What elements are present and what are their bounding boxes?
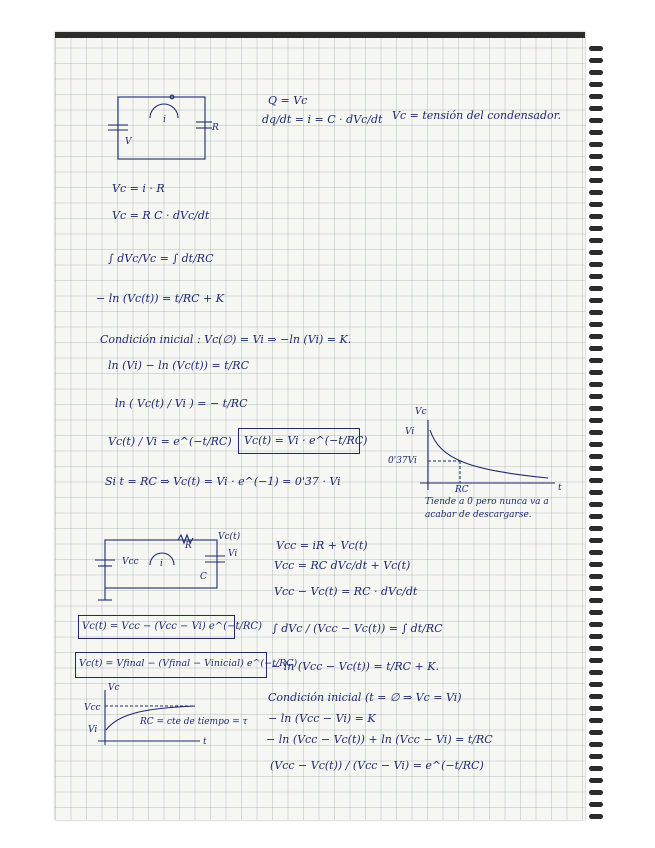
discharge-graph: [420, 420, 555, 490]
c2-eq7: − ln (Vcc − Vc(t)) + ln (Vcc − Vi) = t/RC: [266, 733, 493, 746]
eq-ln-ratio: ln ( Vc(t) / Vi ) = − t/RC: [115, 397, 248, 410]
circuit2-c-label: C: [200, 572, 207, 582]
graph1-t-label: t: [558, 483, 562, 493]
condicion-inicial: Condición inicial : Vc(∅) = Vi ⇒ −ln (Vi) = K.: [100, 333, 352, 346]
c2-eq1: Vcc = iR + Vc(t): [276, 539, 368, 552]
graph1-rc-label: RC: [455, 485, 469, 495]
graph2-vi-label: Vi: [88, 725, 98, 735]
eq-ratio-exp: Vc(t) / Vi = e^(−t/RC): [108, 435, 232, 448]
circuit1-r-label: R: [212, 123, 219, 133]
c2-eq4: ∫ dVc / (Vcc − Vc(t)) = ∫ dt/RC: [272, 622, 443, 635]
eq-ln-vi: ln (Vi) − ln (Vc(t)) = t/RC: [108, 359, 249, 372]
c2-eq3: Vcc − Vc(t) = RC · dVc/dt: [274, 585, 418, 598]
eq-vc-ir: Vc = i · R: [112, 182, 165, 195]
boxed-charge-text: Vc(t) = Vcc − (Vcc − Vi) e^(−t/RC): [82, 621, 262, 632]
graph1-y-label: Vc: [415, 407, 427, 417]
eq-discharge-boxed: Vc(t) = Vi · e^(−t/RC): [244, 434, 368, 447]
eq-ln-vc: − ln (Vc(t)) = t/RC + K: [96, 292, 224, 305]
eq-si-t-rc: Si t = RC ⇒ Vc(t) = Vi · e^(−1) = 0'37 · Vi: [105, 475, 341, 488]
graph2-vcc-label: Vcc: [84, 703, 101, 713]
circuit1-v-label: V: [125, 137, 132, 147]
note-dq-dt: dq/dt = i = C · dVc/dt: [262, 113, 383, 126]
graph1-vi-label: Vi: [405, 427, 415, 437]
circuit2-i-label: i: [160, 559, 163, 569]
rc-constant-note: RC = cte de tiempo = τ: [140, 717, 248, 727]
eq-vc-rc: Vc = R C · dVc/dt: [112, 209, 210, 222]
circuit2-r-label: R: [185, 541, 192, 551]
c2-eq8: (Vcc − Vc(t)) / (Vcc − Vi) = e^(−t/RC): [270, 759, 484, 772]
eq-integral: ∫ dVc/Vc = ∫ dt/RC: [108, 252, 214, 265]
graph1-037-label: 0'37Vi: [388, 456, 417, 466]
c2-eq5: − ln (Vcc − Vc(t)) = t/RC + K.: [271, 660, 439, 673]
note-vc-tension: Vc = tensión del condensador.: [392, 109, 562, 122]
circuit2-vct-label: Vc(t): [218, 532, 241, 542]
graph2-t-label: t: [203, 737, 207, 747]
c2-eq6: − ln (Vcc − Vi) = K: [268, 712, 376, 725]
circuit-1-diagram: [108, 95, 212, 159]
circuit2-vi-label: Vi: [228, 549, 238, 559]
boxed-general-text: Vc(t) = Vfinal − (Vfinal − Vinicial) e^(−t/RC): [79, 658, 298, 669]
c2-cond: Condición inicial (t = ∅ ⇒ Vc = Vi): [268, 691, 462, 704]
c2-eq2: Vcc = RC dVc/dt + Vc(t): [274, 559, 411, 572]
graph2-y-label: Vc: [108, 683, 120, 693]
note-q-vc: Q = Vc: [268, 94, 308, 107]
graph1-note: Tiende a 0 pero nunca va a acabar de descargarse.: [425, 497, 549, 521]
circuit2-vcc-label: Vcc: [122, 557, 139, 567]
circuit1-i-label: i: [163, 115, 166, 125]
